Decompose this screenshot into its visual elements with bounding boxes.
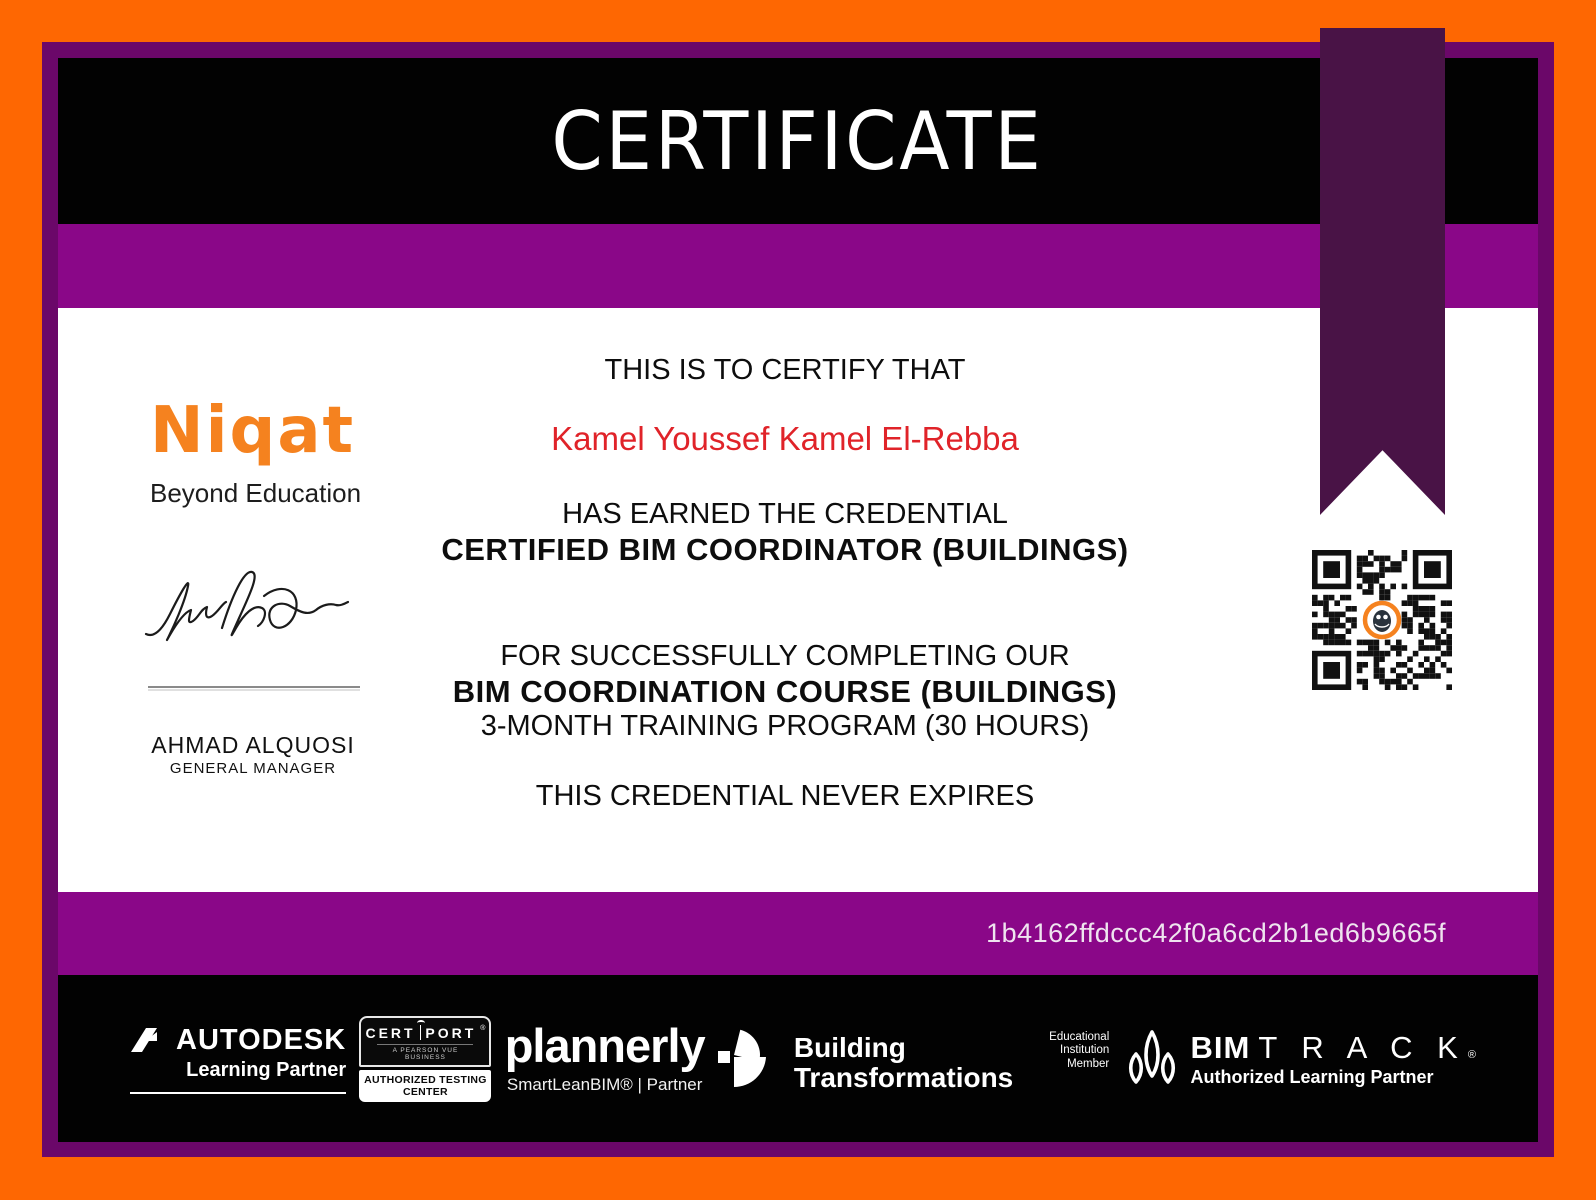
main-area	[58, 308, 1538, 892]
recipient-name: Kamel Youssef Kamel El-Rebba	[551, 420, 1019, 457]
certificate-id: 1b4162ffdccc42f0a6cd2b1ed6b9665f	[986, 918, 1446, 948]
building-transformations-logo	[718, 1025, 1109, 1093]
certiport-tree-icon	[420, 1025, 422, 1040]
bt-line1: Building	[793, 1031, 906, 1063]
certificate-content	[58, 58, 1538, 1142]
signatory-role: GENERAL MANAGER	[169, 760, 337, 777]
niqat-logo: Niqat	[150, 394, 356, 468]
bt-member-label: Educational Institution Member	[1049, 1030, 1110, 1071]
bimtrack-reg-mark: ®	[1467, 1048, 1476, 1061]
purple-strip-top	[58, 224, 1538, 308]
earned-line: HAS EARNED THE CREDENTIAL	[562, 498, 1008, 530]
course-name: BIM COORDINATION COURSE (BUILDINGS)	[452, 674, 1118, 709]
certiport-sublabel: A PEARSON VUE BUSINESS	[377, 1044, 473, 1061]
plannerly-sublabel: SmartLeanBIM® | Partner	[506, 1075, 703, 1094]
certificate-id-band	[58, 892, 1538, 975]
signature-divider	[148, 686, 360, 688]
credential-name: CERTIFIED BIM COORDINATOR (BUILDINGS)	[441, 532, 1129, 567]
bimtrack-bim-label: BIM	[1190, 1029, 1251, 1065]
ribbon	[1320, 28, 1445, 515]
certiport-badge: AUTHORIZED TESTING CENTER	[359, 1070, 491, 1102]
autodesk-label: AUTODESK	[176, 1023, 347, 1056]
certiport-reg-mark: ®	[480, 1024, 486, 1032]
signature-image	[140, 558, 370, 678]
bimtrack-logo	[1123, 1028, 1476, 1090]
program-line: 3-MONTH TRAINING PROGRAM (30 HOURS)	[480, 710, 1090, 742]
plannerly-logo	[504, 1019, 705, 1095]
autodesk-logo	[130, 1024, 346, 1094]
signatory-name: AHMAD ALQUOSI	[151, 732, 355, 758]
plannerly-label: plannerly	[504, 1019, 705, 1072]
bimtrack-sublabel: Authorized Learning Partner	[1190, 1066, 1434, 1087]
header-band	[58, 58, 1538, 224]
completing-line: FOR SUCCESSFULLY COMPLETING OUR	[500, 640, 1070, 672]
expiry-line: THIS CREDENTIAL NEVER EXPIRES	[535, 780, 1035, 812]
issuer-tagline: Beyond Education	[150, 478, 362, 508]
verification-qr-code	[1312, 550, 1452, 690]
autodesk-sublabel: Learning Partner	[186, 1058, 347, 1081]
autodesk-rule	[130, 1092, 346, 1094]
bt-line2: Transformations	[793, 1061, 1014, 1093]
certify-line: THIS IS TO CERTIFY THAT	[604, 354, 966, 386]
autodesk-icon	[130, 1026, 166, 1054]
certiport-label-left: CERT	[365, 1024, 416, 1041]
certiport-label-right: PORT	[425, 1024, 477, 1041]
partners-band	[58, 975, 1538, 1142]
certiport-logo	[359, 1016, 491, 1102]
certiport-box	[359, 1016, 491, 1067]
certificate-title: CERTIFICATE	[551, 94, 1045, 188]
building-transformations-icon	[718, 1025, 782, 1089]
building-transformations-label	[794, 1033, 1013, 1093]
certificate-body	[385, 308, 1185, 892]
niqat-owl-icon	[1362, 600, 1402, 640]
bimtrack-track-label: T R A C K	[1258, 1029, 1466, 1065]
bimtrack-icon	[1123, 1028, 1181, 1090]
